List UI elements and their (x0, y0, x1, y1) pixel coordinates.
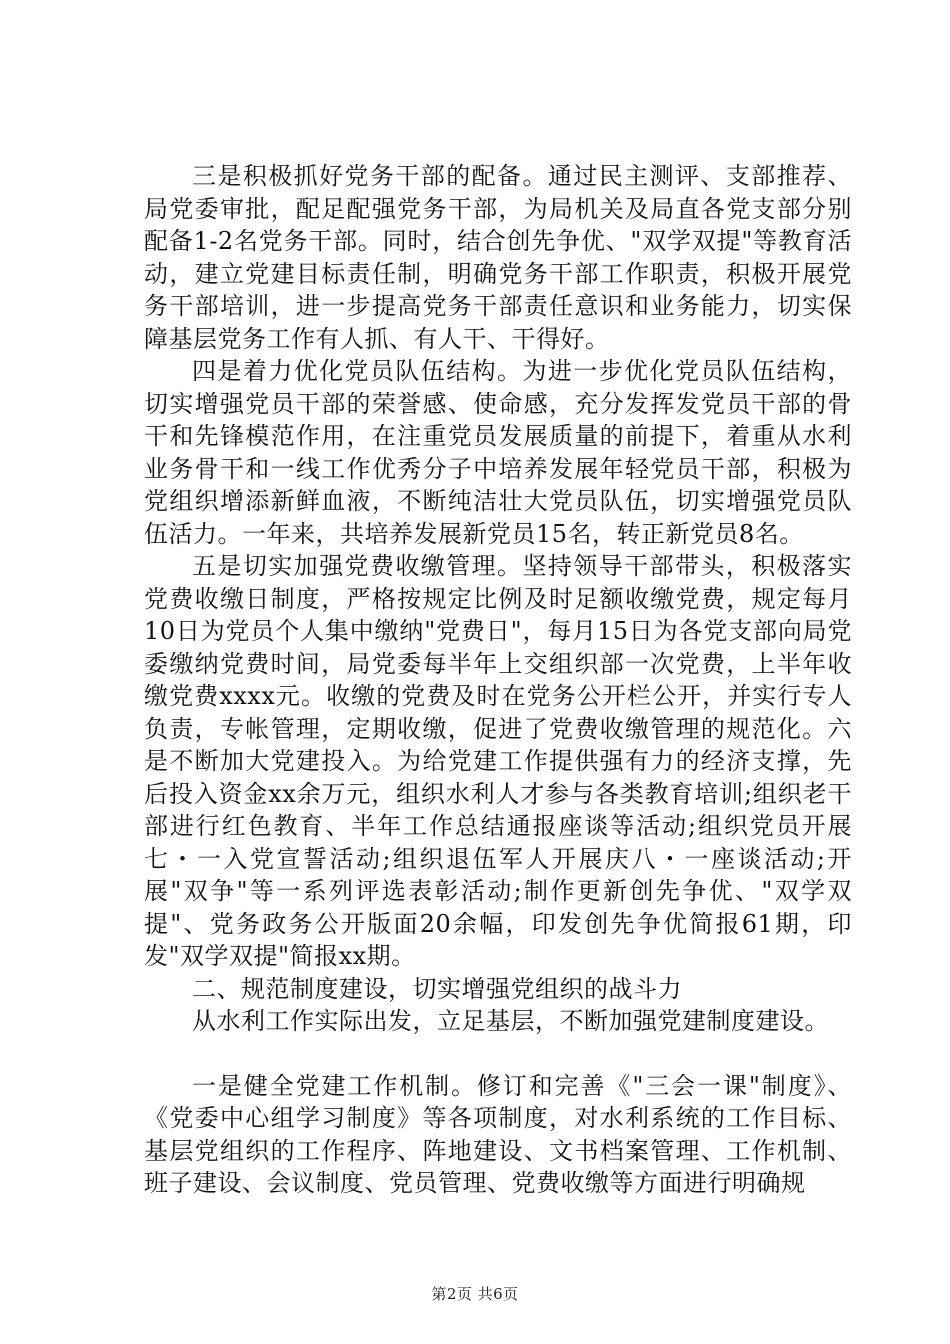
paragraph-dues-management: 五是切实加强党费收缴管理。坚持领导干部带头，积极落实党费收缴日制度，严格按规定比例及时足额收缴党费，规定每月10日为党员个人集中缴纳"党费日"，每月15日为各党支部向局党委缴纳党费时间，局党委每半年上交组织部一次党费，上半年收缴党费xxxx元。收缴的党费及时在党务公开栏公开，并实行专人负责，专帐管理，定期收缴，促进了党费收缴管理的规范化。六是不断加大党建投入。为给党建工作提供强有力的经济支撑，先后投入资金xx余万元，组织水利人才参与各类教育培训;组织老干部进行红色教育、半年工作总结通报座谈等活动;组织党员开展七・一入党宣誓活动;组织退伍军人开展庆八・一座谈活动;开展"双争"等一系列评选表彰活动;制作更新创先争优、"双学双提"、党务政务公开版面20余幅，印发创先争优简报61期，印发"双学双提"简报xx期。 (144, 552, 852, 970)
paragraph-member-structure: 四是着力优化党员队伍结构。为进一步优化党员队伍结构，切实增强党员干部的荣誉感、使命感，充分发挥发党员干部的骨干和先锋模范作用，在注重党员发展质量的前提下，着重从水利业务骨干和一线工作优秀分子中培养发展年轻党员干部，积极为党组织增添新鲜血液，不断纯洁壮大党员队伍，切实增强党员队伍活力。一年来，共培养发展新党员15名，转正新党员8名。 (144, 357, 852, 548)
paragraph-intro: 从水利工作实际出发，立足基层，不断加强党建制度建设。 (192, 1007, 829, 1035)
paragraph-work-mechanism: 一是健全党建工作机制。修订和完善《"三会一课"制度》、《党委中心组学习制度》等各项制度，对水利系统的工作目标、基层党组织的工作程序、阵地建设、文书档案管理、工作机制、班子建设、会议制度、党员管理、党费收缴等方面进行明确规 (144, 1071, 852, 1197)
page-number-footer: 第2页 共6页 (431, 1285, 519, 1303)
paragraph-cadre-allocation: 三是积极抓好党务干部的配备。通过民主测评、支部推荐、局党委审批，配足配强党务干部，为局机关及局直各党支部分别配备1-2名党务干部。同时，结合创先争优、"双学双提"等教育活动，建立党建目标责任制，明确党务干部工作职责，积极开展党务干部培训，进一步提高党务干部责任意识和业务能力，切实保障基层党务工作有人抓、有人干、干得好。 (144, 162, 852, 353)
document-body (144, 160, 852, 1200)
section-heading: 二、规范制度建设，切实增强党组织的战斗力 (192, 974, 682, 1003)
